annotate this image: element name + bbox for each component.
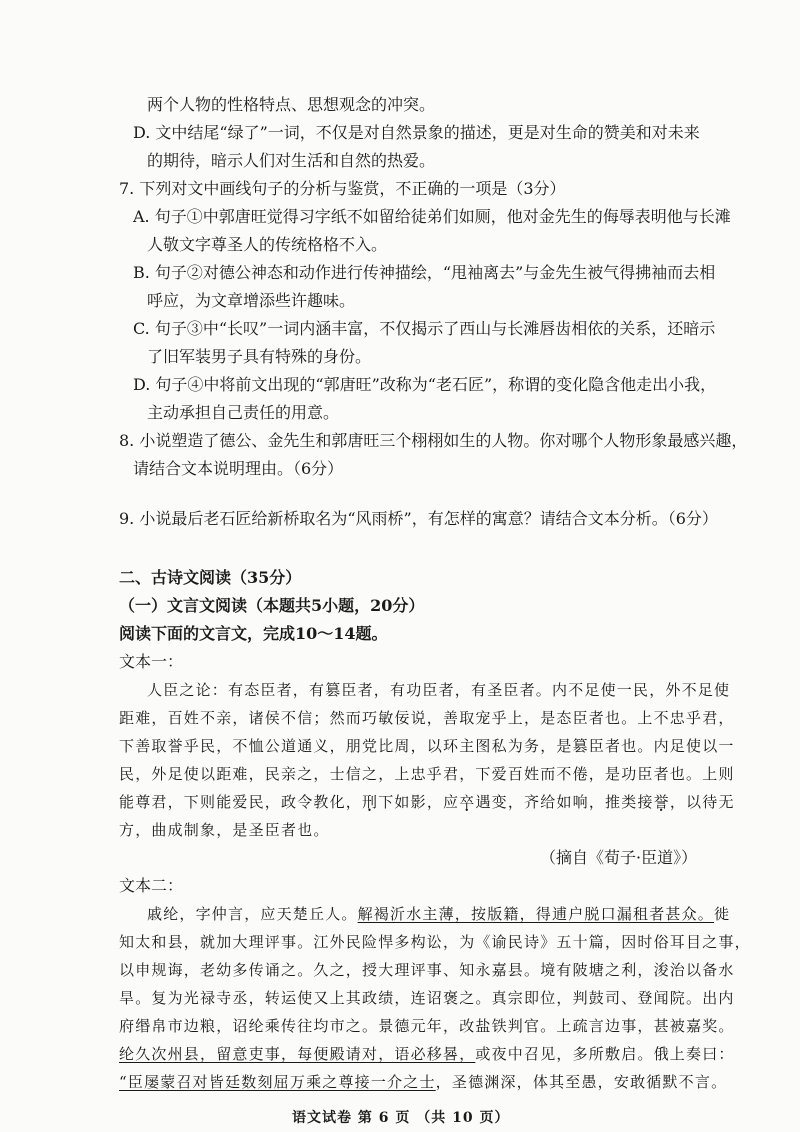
q7-option-a-line-1: A. 句子①中郭唐旺觉得习字纸不如留给徒弟们如厕，他对金先生的侮辱表明他与长滩 bbox=[133, 207, 731, 226]
q7-option-a-line-2: 人敬文字尊圣人的传统格格不入。 bbox=[147, 235, 388, 254]
text-1-line-5-e: ，以待无 bbox=[669, 793, 735, 811]
option-d-line-1: D. 文中结尾“绿了”一词，不仅是对自然景象的描述，更是对生命的赞美和对未来 bbox=[133, 123, 700, 142]
question-8-line-2: 请结合文本说明理由。（6分） bbox=[133, 459, 344, 478]
question-9: 9. 小说最后老石匠给新桥取名为“风雨桥”，有怎样的寓意？请结合文本分析。（6分） bbox=[119, 509, 718, 528]
text-2-line-3: 以申规诲，老幼多传诵之。久之，授大理评事、知永嘉县。境有陂塘之利，浚治以备水 bbox=[119, 961, 735, 979]
q7-option-c-line-1: C. 句子③中“长叹”一词内涵丰富，不仅揭示了西山与长滩唇齿相依的关系，还暗示 bbox=[133, 319, 716, 338]
emphasized-char-yu: 誉 bbox=[653, 793, 670, 811]
text-2-line-5: 府缗帛市边粮，诏纶乘传往均市之。景德元年，改盐铁判官。上疏言边事，甚被嘉奖。 bbox=[119, 1017, 735, 1035]
text-1-line-5-a: 能尊君，下则能爱民，政令教化， bbox=[119, 793, 363, 811]
q7-option-c-line-2: 了旧军装男子具有特殊的身份。 bbox=[147, 347, 372, 366]
text-1-source: （摘自《荀子·臣道》） bbox=[540, 848, 698, 867]
q7-option-b-line-1: B. 句子②对德公神态和动作进行传神描绘，“甩袖离去”与金先生被气得拂袖而去相 bbox=[133, 263, 716, 282]
text-1-line-5-c: 遇变，齐给如响，推类接 bbox=[475, 793, 654, 811]
text-2-line-6 bbox=[119, 1044, 735, 1064]
question-8-line-1: 8. 小说塑造了德公、金先生和郭唐旺三个栩栩如生的人物。你对哪个人物形象最感兴趣， bbox=[119, 431, 748, 450]
text-2-line-7-b: ，圣德渊深，体其至愚，安敢循默不言。 bbox=[435, 1073, 728, 1091]
text-2-line-6-b: 或夜中召见，多所敷启。俄上奏曰： bbox=[475, 1045, 735, 1063]
text-1-label: 文本一： bbox=[119, 652, 184, 671]
part-2-sub-heading: （一）文言文阅读（本题共5小题，20分） bbox=[119, 596, 425, 615]
text-2-line-4: 旱。复为光禄寺丞，转运使又上其政绩，连诏褒之。真宗即位，判鼓司、登闻院。出内 bbox=[119, 989, 735, 1007]
text-2-line-1-b: 徙 bbox=[714, 905, 731, 923]
emphasized-char-xing: 刑 bbox=[362, 793, 379, 811]
text-2-line-2: 知太和县，就加大理评事。江外民险悍多构讼，为《谕民诗》五十篇，因时俗耳目之事， bbox=[119, 933, 751, 951]
text-1-line-2: 距难，百姓不亲，诸侯不信；然而巧敏佞说，善取宠乎上，是态臣者也。上不忠乎君， bbox=[119, 709, 735, 727]
question-7-stem: 7. 下列对文中画线句子的分析与鉴赏，不正确的一项是（3分） bbox=[119, 179, 566, 198]
option-c-continuation: 两个人物的性格特点、思想观念的冲突。 bbox=[147, 95, 436, 114]
underlined-sentence-3: “臣屡蒙召对皆廷数刻屈万乘之尊接一介之士 bbox=[119, 1073, 436, 1091]
q7-option-b-line-2: 呼应，为文章增添些许趣味。 bbox=[147, 291, 356, 310]
q7-option-d-line-1: D. 句子④中将前文出现的“郭唐旺”改称为“老石匠”，称谓的变化隐含他走出小我， bbox=[133, 375, 717, 394]
text-2-line-7 bbox=[119, 1072, 727, 1092]
underlined-sentence-1: 解褐沂水主薄，按版籍，得逋户脱口漏租者甚众。 bbox=[357, 905, 715, 923]
q7-option-d-line-2: 主动承担自己责任的用意。 bbox=[147, 403, 340, 422]
page-footer: 语文试卷 第 6 页 （共 10 页） bbox=[292, 1110, 510, 1126]
text-2-label: 文本二： bbox=[119, 876, 184, 895]
text-1-line-5-b: 下如影，应 bbox=[378, 793, 460, 811]
text-2-line-1 bbox=[147, 904, 730, 924]
underlined-sentence-2: 纶久次州县，留意吏事，每便殿请对，语必移晷， bbox=[119, 1045, 476, 1063]
text-1-line-6: 方，曲成制象，是圣臣者也。 bbox=[119, 821, 330, 839]
part-2-heading: 二、古诗文阅读（35分） bbox=[119, 568, 302, 587]
text-1-line-4: 民，外足使以距难，民亲之，士信之，上忠乎君，下爱百姓而不倦，是功臣者也。上则 bbox=[119, 765, 735, 783]
text-2-line-1-a: 戚纶，字仲言，应天楚丘人。 bbox=[147, 905, 358, 923]
emphasized-char-zu: 卒 bbox=[459, 793, 476, 811]
reading-instruction: 阅读下面的文言文，完成10～14题。 bbox=[119, 624, 388, 643]
option-d-line-2: 的期待，暗示人们对生活和自然的热爱。 bbox=[147, 151, 436, 170]
text-1-line-1: 人臣之论：有态臣者，有篡臣者，有功臣者，有圣臣者。内不足使一民，外不足使 bbox=[147, 681, 731, 699]
text-1-line-5 bbox=[119, 792, 735, 812]
text-1-line-3: 下善取誉乎民，不恤公道通义，朋党比周，以环主图私为务，是篡臣者也。内足使以一 bbox=[119, 737, 735, 755]
